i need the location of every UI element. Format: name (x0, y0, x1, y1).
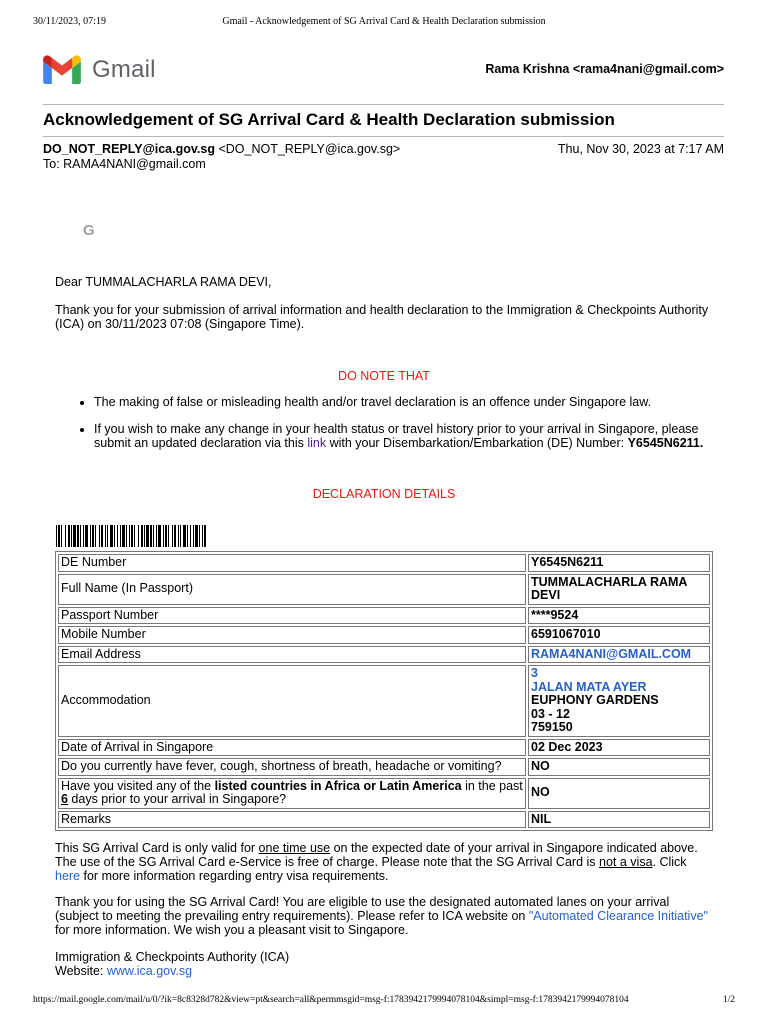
account-identity: Rama Krishna <rama4nani@gmail.com> (485, 62, 724, 76)
intro-paragraph: Thank you for your submission of arrival information and health declaration to the Immigration & Checkpoints Authority (ICA) on 30/11/2023 07:08 (Singapore Time). (55, 303, 709, 331)
accom-line-1[interactable]: 3 (531, 666, 538, 680)
email-to: To: RAMA4NANI@gmail.com (43, 157, 206, 171)
remarks-label: Remarks (58, 811, 526, 829)
validity-paragraph (55, 841, 713, 883)
gmail-logo-icon (43, 55, 81, 84)
table-row (58, 646, 710, 664)
passport-label: Passport Number (58, 607, 526, 625)
update-declaration-link[interactable]: link (307, 436, 327, 450)
header-divider (43, 104, 724, 105)
table-row (58, 739, 710, 757)
not-a-visa-text: not a visa (599, 855, 653, 869)
de-number-value: Y6545N6211 (528, 554, 710, 572)
bullet-2-text: If you wish to make any change in your health status or travel history prior to your arrival in Singapore, please submit an updated declaration via this (94, 422, 699, 450)
gmail-logo[interactable] (43, 55, 156, 84)
table-row (58, 626, 710, 644)
visited-text: Have you visited any of the (61, 778, 215, 793)
mobile-label: Mobile Number (58, 626, 526, 644)
automated-clearance-link[interactable]: "Automated Clearance Initiative" (528, 909, 708, 923)
declaration-table (55, 551, 713, 831)
email-address-label: Email Address (58, 646, 526, 664)
thanks-text: Thank you for using the SG Arrival Card! You are eligible to use the designated automated lanes on your arrival (subject to meeting the prevailing entry requirements). Please refer to ICA website on (55, 895, 670, 923)
barcode-image (56, 525, 206, 547)
ica-website-link[interactable]: www.ica.gov.sg (106, 964, 193, 978)
visited-question (58, 778, 526, 809)
print-header (33, 16, 735, 30)
signature-website (55, 964, 713, 978)
print-url: https://mail.google.com/mail/u/0/?ik=8c8328d782&view=pt&search=all&permmsgid=msg-f:1783942179994078104&simpl=msg-f:1783942179994078104 (33, 995, 629, 1005)
visited-days: 6 (61, 792, 68, 806)
table-row (58, 778, 710, 809)
subject-divider (43, 136, 724, 137)
table-row (58, 811, 710, 829)
visited-text-post: days prior to your arrival in Singapore? (67, 792, 287, 806)
signature-org: Immigration & Checkpoints Authority (ICA) (55, 950, 290, 964)
gmail-wordmark: Gmail (92, 55, 156, 83)
de-number-label: DE Number (58, 554, 526, 572)
accom-line-4: 03 - 12 (531, 706, 570, 721)
validity-text-4: for more information regarding entry visa requirements. (80, 869, 389, 883)
table-row (58, 665, 710, 737)
signature (55, 950, 713, 978)
table-row (58, 758, 710, 776)
email-sent-time: Thu, Nov 30, 2023 at 7:17 AM (557, 142, 724, 156)
greeting: Dear TUMMALACHARLA RAMA DEVI, (55, 275, 272, 289)
table-row (58, 607, 710, 625)
validity-text-3: . Click (652, 855, 687, 869)
from-name: DO_NOT_REPLY@ica.gov.sg (43, 142, 215, 156)
from-address: <DO_NOT_REPLY@ica.gov.sg> (218, 142, 401, 156)
one-time-use-text: one time use (258, 841, 331, 855)
passport-value: ****9524 (528, 607, 710, 625)
symptoms-question: Do you currently have fever, cough, shortness of breath, headache or vomiting? (58, 758, 526, 776)
notice-list (55, 395, 713, 463)
print-datetime: 30/11/2023, 07:19 (33, 16, 106, 27)
mobile-value: 6591067010 (528, 626, 710, 644)
thanks-text-2: for more information. We wish you a pleasant visit to Singapore. (55, 923, 409, 937)
visited-answer: NO (528, 778, 710, 809)
table-row (58, 574, 710, 605)
email-subject: Acknowledgement of SG Arrival Card & Health Declaration submission (43, 110, 615, 129)
visited-text-mid: in the past (461, 778, 523, 793)
accommodation-label: Accommodation (58, 665, 526, 737)
notice-bullet-1: • The making of false or misleading health and/or travel declaration is an offence under Singapore law. (94, 395, 713, 409)
thanks-paragraph (55, 895, 713, 937)
notice-bullet-2 (94, 422, 713, 450)
full-name-value: TUMMALACHARLA RAMA DEVI (528, 574, 710, 605)
visa-info-link[interactable]: here (55, 869, 81, 883)
accom-line-5: 759150 (531, 720, 573, 734)
accom-line-2[interactable]: JALAN MATA AYER (531, 679, 647, 694)
inline-g-icon: G (83, 222, 95, 239)
email-from (43, 142, 400, 156)
full-name-label: Full Name (In Passport) (58, 574, 526, 605)
details-heading: DECLARATION DETAILS (312, 487, 456, 501)
print-title: Gmail - Acknowledgement of SG Arrival Card & Health Declaration submission (222, 16, 546, 27)
arrival-date-label: Date of Arrival in Singapore (58, 739, 526, 757)
bullet-2-text-mid: with your Disembarkation/Embarkation (DE) Number: (326, 436, 628, 450)
email-address-cell (528, 646, 710, 664)
website-label: Website: (55, 964, 107, 978)
arrival-date-value: 02 Dec 2023 (528, 739, 710, 757)
table-row (58, 554, 710, 572)
accom-line-3: EUPHONY GARDENS (531, 693, 659, 707)
validity-text: This SG Arrival Card is only valid for (55, 841, 259, 855)
notice-heading: DO NOTE THAT (338, 369, 430, 383)
symptoms-answer: NO (528, 758, 710, 776)
page-number: 1/2 (722, 995, 735, 1005)
validity-text-2: on the expected date of your arrival in Singapore indicated above. The use of the SG Arrival Card e-Service is free of charge. Please note that the SG Arrival Card is (55, 841, 698, 869)
print-footer (33, 995, 735, 1005)
visited-bold-text: listed countries in Africa or Latin America (214, 778, 462, 793)
remarks-value: NIL (528, 811, 710, 829)
de-number-inline: Y6545N6211. (627, 436, 704, 450)
email-address-value[interactable]: RAMA4NANI@GMAIL.COM (531, 646, 692, 661)
accommodation-value (528, 665, 710, 737)
